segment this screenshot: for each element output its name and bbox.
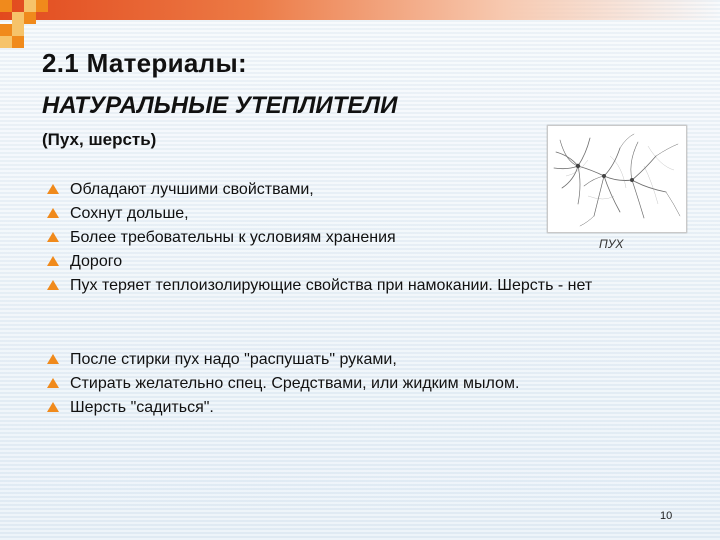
orange-triangle-bullet-icon	[47, 184, 59, 194]
list-item: Более требовательны к условиям хранения	[46, 228, 626, 247]
slide-title: 2.1 Материалы:	[42, 48, 247, 78]
slide-subnote: (Пух, шерсть)	[42, 130, 157, 149]
feather-illustration	[548, 126, 686, 232]
orange-triangle-bullet-icon	[47, 378, 59, 388]
page-number: 10	[660, 510, 673, 522]
care-list	[46, 350, 666, 422]
slide-subtitle: НАТУРАЛЬНЫЕ УТЕПЛИТЕЛИ	[42, 92, 398, 119]
orange-triangle-bullet-icon	[47, 280, 59, 290]
down-feather-photo	[547, 125, 687, 233]
list-item: Дорого	[46, 252, 626, 271]
list-item: Шерсть "садиться".	[46, 398, 666, 417]
list-item: Пух теряет теплоизолирующие свойства при намокании. Шерсть - нет	[46, 276, 626, 295]
properties-list	[46, 180, 626, 300]
top-accent-band	[0, 0, 720, 20]
orange-triangle-bullet-icon	[47, 402, 59, 412]
orange-triangle-bullet-icon	[47, 208, 59, 218]
image-caption: ПУХ	[599, 237, 624, 251]
list-item: Обладают лучшими свойствами,	[46, 180, 626, 199]
list-item: Стирать желательно спец. Средствами, или жидким мылом.	[46, 374, 666, 393]
list-item: Сохнут дольше,	[46, 204, 626, 223]
orange-triangle-bullet-icon	[47, 232, 59, 242]
list-item: После стирки пух надо "распушать" руками,	[46, 350, 666, 369]
orange-triangle-bullet-icon	[47, 354, 59, 364]
orange-triangle-bullet-icon	[47, 256, 59, 266]
